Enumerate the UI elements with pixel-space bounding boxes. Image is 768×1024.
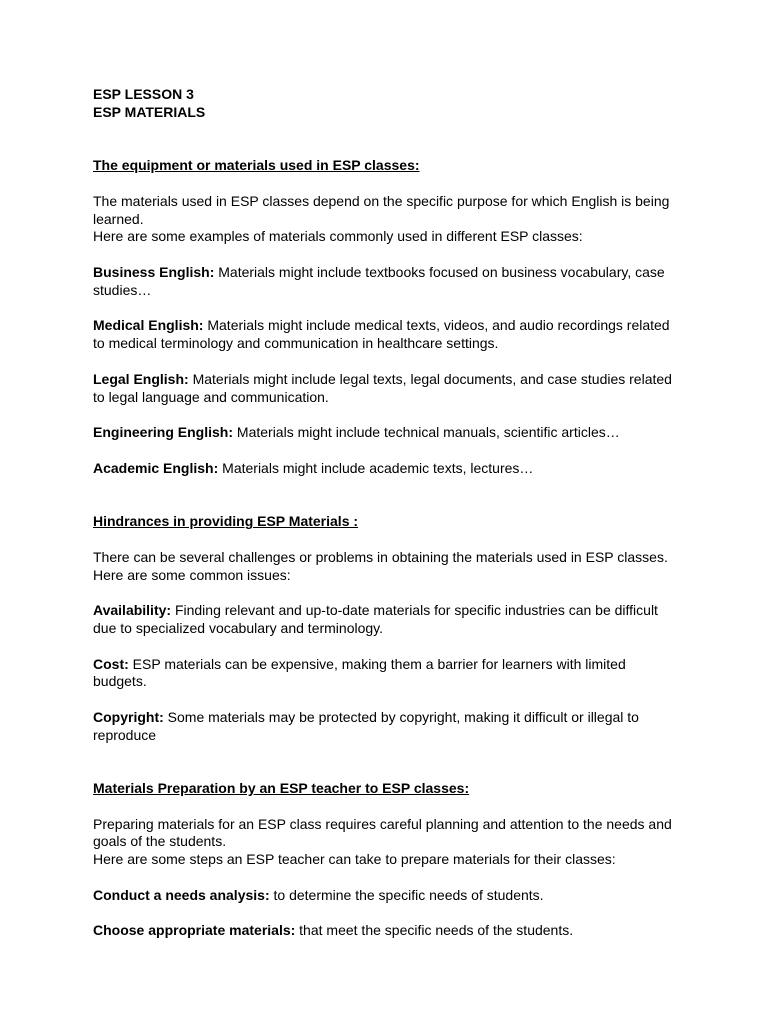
item-term: Medical English: xyxy=(93,317,204,334)
item-term: Academic English: xyxy=(93,459,219,476)
item-text: that meet the specific needs of the students. xyxy=(295,922,574,939)
item-text: Materials might include academic texts, lectures… xyxy=(218,459,534,476)
item-choose-materials xyxy=(93,922,683,940)
item-business-english xyxy=(93,264,683,300)
item-term: Engineering English: xyxy=(93,424,234,441)
item-engineering-english xyxy=(93,424,683,442)
item-legal-english xyxy=(93,371,683,407)
item-copyright xyxy=(93,709,683,745)
item-text: Materials might include textbooks focused on business vocabulary, case studies… xyxy=(93,263,665,298)
item-term: Choose appropriate materials: xyxy=(93,922,296,939)
item-text: Materials might include technical manuals, scientific articles… xyxy=(233,424,620,441)
section-heading-equipment: The equipment or materials used in ESP classes: xyxy=(93,157,420,174)
item-text: Some materials may be protected by copyright, making it difficult or illegal to reproduce xyxy=(93,708,639,743)
item-text: Materials might include medical texts, videos, and audio recordings related to medical terminology and communication in healthcare settings. xyxy=(93,317,670,352)
section3-intro-1: Preparing materials for an ESP class requires careful planning and attention to the needs and goals of the students. xyxy=(93,815,672,850)
document-page xyxy=(93,86,683,940)
section3-intro-2: Here are some steps an ESP teacher can take to prepare materials for their classes: xyxy=(93,851,616,868)
section1-intro-2: Here are some examples of materials commonly used in different ESP classes: xyxy=(93,228,583,245)
item-text: ESP materials can be expensive, making them a barrier for learners with limited budgets. xyxy=(93,655,626,690)
item-academic-english xyxy=(93,460,683,478)
item-term: Business English: xyxy=(93,263,215,280)
item-cost xyxy=(93,656,683,692)
section-heading-preparation: Materials Preparation by an ESP teacher to ESP classes: xyxy=(93,780,470,797)
item-text: Finding relevant and up-to-date materials for specific industries can be difficult due to specialized vocabulary and terminology. xyxy=(93,602,658,636)
item-term: Conduct a needs analysis: xyxy=(93,886,270,903)
item-needs-analysis xyxy=(93,887,683,905)
section1-intro-1: The materials used in ESP classes depend on the specific purpose for which English is being learned. xyxy=(93,192,670,227)
item-text: to determine the specific needs of students. xyxy=(269,886,544,903)
item-availability xyxy=(93,602,683,638)
lesson-title: ESP LESSON 3 xyxy=(93,86,194,102)
section-heading-hindrances: Hindrances in providing ESP Materials : xyxy=(93,513,359,530)
lesson-subtitle: ESP MATERIALS xyxy=(93,103,206,120)
item-term: Copyright: xyxy=(93,708,164,725)
item-medical-english xyxy=(93,317,683,353)
item-term: Cost: xyxy=(93,655,129,672)
item-text: Materials might include legal texts, legal documents, and case studies related to legal language and communication. xyxy=(93,370,672,405)
item-term: Availability: xyxy=(93,602,172,619)
section2-intro: There can be several challenges or problems in obtaining the materials used in ESP classes. Here are some common issues: xyxy=(93,548,668,583)
item-term: Legal English: xyxy=(93,370,189,387)
